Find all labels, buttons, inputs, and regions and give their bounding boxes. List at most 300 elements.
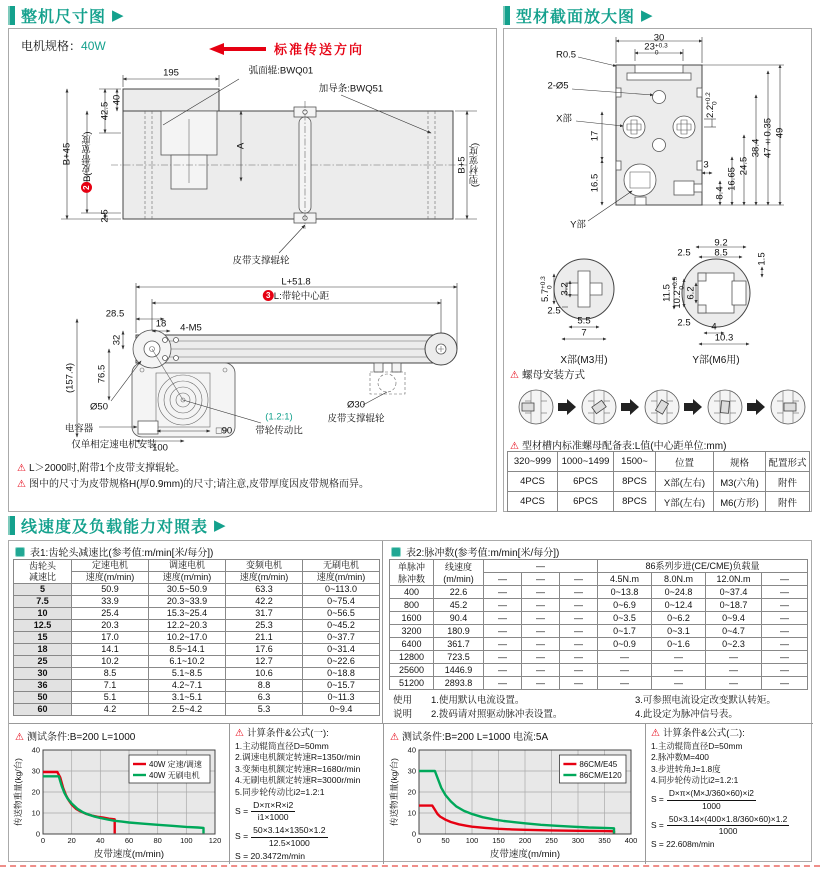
table-cell: — [762,651,808,664]
warning-icon: ⚠ [390,732,399,743]
table-cell: 51200 [390,677,434,690]
dim-label: 5.5 [577,315,591,327]
table-cell: 6.1~10.2 [149,656,226,668]
slot-detail-drawing [506,237,811,351]
table-cell: — [522,586,560,599]
dim-label: Ø30 [347,399,365,411]
svg-text:40: 40 [31,745,40,755]
dim-label: 11.5 [661,284,673,302]
table-header-row [14,560,380,572]
list-item: 5.同步轮传动比i2=1.2:1 [235,786,325,797]
svg-text:20: 20 [67,836,76,845]
dim-label: 30 [653,32,665,44]
transfer-direction [209,39,364,58]
table-cell: 20.3~33.9 [149,596,226,608]
usage-col: 3.可参照电流设定改变默认转矩。 4.此设定为脉冲信号表。 [635,695,776,720]
dim-label: □90 [215,425,233,437]
dim-label: L+51.8 [281,276,311,288]
dim-label: 4-M5 [180,322,202,334]
table-cell: — [522,599,560,612]
table-row [14,620,380,632]
calc-title: ⚠ 计算条件&公式(二): [651,728,745,739]
column-header: 变频电机 [226,560,303,572]
section-arrow-icon: ▶ [112,7,124,24]
table-cell: — [522,664,560,677]
svg-text:0: 0 [35,829,40,839]
table-row [390,677,808,690]
formula-result: S = 20.3472m/min [235,850,305,861]
svg-text:0: 0 [40,836,46,845]
column-header: 86系列步进(CE/CME)负载量 [598,560,808,573]
table-cell: 8PCS [614,472,656,492]
svg-text:20: 20 [407,787,416,797]
table-cell: 21.1 [226,632,303,644]
table-cell: — [652,651,706,664]
section-header-speed [8,514,226,536]
note-line: ⚠ L＞2000时,附带1个皮带支撑辊轮。 [17,463,186,474]
belt-width-label: 2B(皮带宽度) [81,131,93,193]
svg-text:86CM/E120: 86CM/E120 [579,770,622,780]
table-cell: — [522,625,560,638]
column-header: 调速电机 [149,560,226,572]
table-cell: 45.2 [434,599,484,612]
column-header: — [762,573,808,586]
column-header: 速度(m/min) [149,572,226,584]
table-cell: 15.3~25.4 [149,608,226,620]
table-cell: 22.6 [434,586,484,599]
dim-label: 32 [111,334,123,346]
table-cell: 800 [390,599,434,612]
dim-label: 2.5 [547,305,561,317]
dim-label: 3 [703,159,709,171]
formula-row: S = $\frac{D\times\pi\times R\times i2}{i1\times 1000}$ [235,799,294,822]
load-speed-chart-86cm [389,744,641,860]
guide-callout: 加导条:BWQ51 [318,83,384,95]
table-cell: — [560,677,598,690]
table-cell: 12800 [390,651,434,664]
table-cell: 8PCS [614,492,656,512]
dim-label: 3.2 [559,282,571,296]
table-cell: 33.9 [72,596,149,608]
nut-install-svg [506,381,811,433]
table-cell: 0~18.8 [303,668,380,680]
table-cell: 10 [14,608,72,620]
drawing-notes [17,461,369,493]
table1-area [9,541,383,723]
table-cell: — [762,625,808,638]
list-item: 2.脉冲数M=400 [651,752,709,762]
left-arrow-icon [209,43,224,55]
table-cell: M6(方形) [714,492,766,512]
table-row [14,668,380,680]
table-cell: 25600 [390,664,434,677]
table-cell: 6PCS [558,472,614,492]
table-cell: 10.2 [72,656,149,668]
table-cell: 0~56.5 [303,608,380,620]
table-cell: 17.0 [72,632,149,644]
table-cell: — [762,612,808,625]
table-row [390,651,808,664]
table-cell: 0~0.9 [598,638,652,651]
table-cell: — [560,664,598,677]
table-cell: — [560,651,598,664]
dim-label: 76.5 [96,364,108,384]
support-roller-callout: 皮带支撑辊轮 [327,413,385,425]
table-cell: 0~1.6 [652,638,706,651]
dim-label: 28.5 [105,308,125,320]
overall-dimension-panel [8,28,497,512]
table-cell: 8.5~14.1 [149,644,226,656]
section-header-profile [503,4,653,26]
table-row [390,599,808,612]
table-cell: 17.6 [226,644,303,656]
dim-label: 8.5 [714,247,728,259]
table-cell: 0~24.8 [652,586,706,599]
table-row [14,596,380,608]
list-item: 1.主动辊筒直径D=50mm [651,740,743,751]
table1-title: 表1:齿轮头减速比(参考值:m/min[米/每分]) [15,544,213,559]
section-header-overall [8,4,124,26]
side-view-drawing [11,277,495,453]
table-cell: 63.3 [226,584,303,596]
dim-label: A [235,142,247,150]
column-header: 单脉冲 脉冲数 [390,560,434,586]
dim-label: 6.2 [685,286,697,300]
table-cell: 0~12.4 [652,599,706,612]
table-cell: 50.9 [72,584,149,596]
table-cell: — [484,651,522,664]
table-cell: 0~37.4 [706,586,762,599]
table-row [390,625,808,638]
dim-label: 7 [581,327,587,339]
table-cell: 4PCS [508,472,558,492]
svg-text:传送物重量(kg/台): 传送物重量(kg/台) [13,757,23,827]
table-cell: 0~9.4 [303,704,380,716]
table-cell: 25.3 [226,620,303,632]
list-item: 2.调速电机额定转速R=1350r/min [235,752,361,762]
column-header: 齿轮头 减速比 [14,560,72,584]
table-cell: 0~2.3 [706,638,762,651]
dim-label: 10.3 [714,332,734,344]
svg-text:100: 100 [180,836,193,845]
profile-width-label: (型材宽度) [469,142,481,188]
table-row [390,586,808,599]
list-item: 3.步进转角J=1.8度 [651,763,721,774]
table-cell: — [484,625,522,638]
table-row [14,692,380,704]
dim-label: (157.4) [64,362,76,394]
calc-conditions-1 [229,724,383,864]
dim-label: 2-Ø5 [547,80,569,92]
nut-config-table [507,451,810,512]
speed-load-panel [8,540,812,862]
profile-drawing [506,33,811,241]
table-cell: — [560,638,598,651]
table-cell: 0~18.7 [706,599,762,612]
pulley-center-distance: 3 L:带轮中心距 [263,290,329,302]
column-header: 4.5N.m [598,573,652,586]
table-cell: M3(六角) [714,472,766,492]
table-row [14,704,380,716]
table-cell: 30.5~50.9 [149,584,226,596]
table-cell: 3.1~5.1 [149,692,226,704]
dim-label: 8.4 [714,186,726,200]
dim-label: 40 [111,94,123,106]
svg-text:皮带速度(m/min): 皮带速度(m/min) [93,849,165,860]
table-cell: — [560,586,598,599]
table-cell: 30 [14,668,72,680]
table-cell: 5.3 [226,704,303,716]
dim-label: 49 [774,127,786,139]
svg-text:300: 300 [571,836,585,845]
test-conditions-2: ⚠ 测试条件:B=200 L=1000 电流:5A [390,732,549,743]
warning-icon: ⚠ [510,441,519,452]
table-cell: 4.2~7.1 [149,680,226,692]
table-cell: — [560,612,598,625]
table-cell: 5 [14,584,72,596]
section-accent-bar [8,516,15,535]
table-cell: 0~3.1 [652,625,706,638]
calc-conditions-2 [645,724,813,864]
svg-text:传送物重量(kg/台): 传送物重量(kg/台) [389,757,399,827]
svg-text:100: 100 [465,836,479,845]
dim-label: 17 [589,130,601,142]
table-cell: 0~15.7 [303,680,380,692]
table-cell: — [560,599,598,612]
svg-text:20: 20 [31,787,40,797]
table-cell: — [762,664,808,677]
table-cell: 6400 [390,638,434,651]
column-header: 位置 [656,452,714,472]
table-cell: 0~22.6 [303,656,380,668]
table-row [14,584,380,596]
table-cell: 2.5~4.2 [149,704,226,716]
section-title: 型材截面放大图 [516,8,636,26]
table-cell: 5.1 [72,692,149,704]
nut-table-title: ⚠ 型材槽内标准螺母配备表:L值(中心距单位:mm) [510,441,727,452]
table-cell: 1600 [390,612,434,625]
svg-text:50: 50 [441,836,450,845]
x-part-callout: X部 [556,113,572,125]
motor-spec-label: 电机规格： [21,39,82,53]
warning-icon: ⚠ [17,479,26,490]
formula-row: S = $\frac{D\times\pi\times(M\times J/360\times 60)\times i2}{1000}$ [651,788,754,811]
dim-label: 2.5 [99,209,111,223]
warning-icon: ⚠ [651,728,660,739]
dim-label: 18 [155,318,167,330]
dim-label: 9.2 [714,237,728,249]
note-line: ⚠ 图中的尺寸为皮带规格H(厚0.9mm)的尺寸;请注意,皮带厚度因皮带规格而异。 [17,479,369,490]
table-cell: 6.3 [226,692,303,704]
table-cell: 0~37.7 [303,632,380,644]
table-cell: 36 [14,680,72,692]
dim-label: 5.7 +0.3 0 [540,275,554,303]
support-roller-callout: 皮带支撑辊轮 [232,255,290,267]
usage-label: 使用 说明 [393,695,413,720]
table-row [14,680,380,692]
calc-lines [651,741,810,787]
chart2-area [383,724,645,864]
svg-text:200: 200 [518,836,532,845]
svg-text:皮带速度(m/min): 皮带速度(m/min) [489,849,561,860]
capacitor-callout: 电容器 [64,423,94,435]
table-cell: 4.2 [72,704,149,716]
dim-label: 16.5 [589,173,601,193]
table-cell: 10.2~17.0 [149,632,226,644]
svg-text:250: 250 [545,836,558,845]
pulley-ratio-label: 带轮传动比 [255,425,303,437]
table-cell: 361.7 [434,638,484,651]
table-cell: 400 [390,586,434,599]
section-accent-bar [503,6,510,25]
table-cell: 8.8 [226,680,303,692]
usage-notes [393,694,790,722]
gear-ratio-table [13,559,380,716]
svg-text:60: 60 [124,836,134,845]
dim-label: 2.2 +0.2 0 [705,91,719,119]
svg-text:0: 0 [416,836,422,845]
svg-text:30: 30 [31,766,40,776]
pulse-table [389,559,808,690]
svg-text:40: 40 [96,836,105,845]
table-cell: — [762,677,808,690]
table-row [390,612,808,625]
table-cell: — [706,664,762,677]
table-row [390,638,808,651]
table-row [14,608,380,620]
column-header: 配置形式 [766,452,810,472]
section-accent-bar [8,6,15,25]
table-cell: — [484,677,522,690]
arrow-bar [224,47,266,51]
table-cell: 0~9.4 [706,612,762,625]
table-cell: — [652,664,706,677]
table-cell: — [484,612,522,625]
top-view-drawing [11,63,495,275]
marker-3: 3 [263,290,274,301]
dim-label: R0.5 [555,49,577,61]
table-cell: 0~45.2 [303,620,380,632]
table-cell: X部(左右) [656,472,714,492]
column-header: 速度(m/min) [303,572,380,584]
list-item: 3.变频电机额定转速R=1680r/min [235,763,361,774]
dim-label: 38.4 [750,138,762,158]
table-cell: — [484,638,522,651]
dim-label: B+45 [61,142,73,166]
section-arrow-icon: ▶ [214,517,226,534]
motor-spec-value: 40W [81,39,106,53]
formula-row: S = $\frac{50\times 3.14\times(400\times 1.8/360\times 60)\times 1.2}{1000}$ [651,813,788,836]
table-cell: 1446.9 [434,664,484,677]
table-cell: 7.1 [72,680,149,692]
svg-text:350: 350 [598,836,611,845]
section-title: 整机尺寸图 [21,8,107,26]
dim-label: 47±0.35 [762,117,774,159]
warning-icon: ⚠ [235,728,244,739]
column-header: 规格 [714,452,766,472]
table-cell: 60 [14,704,72,716]
table-cell: — [598,677,652,690]
table-cell: 12.5 [14,620,72,632]
table-cell: 15 [14,632,72,644]
table-cell: 0~113.0 [303,584,380,596]
column-header: 速度(m/min) [226,572,303,584]
table-row [508,492,810,512]
warning-icon: ⚠ [15,732,24,743]
svg-text:0: 0 [411,829,416,839]
svg-text:30: 30 [407,766,416,776]
table-cell: 5.1~8.5 [149,668,226,680]
table-cell: — [484,664,522,677]
svg-text:150: 150 [492,836,505,845]
table-header-row [390,560,808,573]
table-cell: — [522,677,560,690]
dim-label: 42.5 [99,101,111,121]
table-cell: 6PCS [558,492,614,512]
table-cell: — [762,599,808,612]
nut-install-steps [506,381,811,433]
roller-callout: 弧面辊:BWQ01 [248,65,314,77]
dim-label: 2.5 [677,247,691,259]
table-cell: 0~31.4 [303,644,380,656]
table-cell: 0~13.8 [598,586,652,599]
table-marker-icon [15,547,25,557]
page-edge-line [0,865,820,867]
x-detail-caption: X部(M3用) [560,355,608,366]
warning-icon: ⚠ [510,370,519,381]
section-arrow-icon: ▶ [641,7,653,24]
column-header: — [484,573,522,586]
table-cell: — [598,651,652,664]
load-speed-chart-40w [13,744,225,860]
table-cell: — [560,625,598,638]
table-cell: 31.7 [226,608,303,620]
table-cell: — [598,664,652,677]
column-header: 无刷电机 [303,560,380,572]
table-row [14,644,380,656]
table-cell: 2893.8 [434,677,484,690]
usage-col: 1.使用默认电流设置。 2.拨码请对照驱动脉冲表设置。 [431,695,563,720]
table-cell: — [522,612,560,625]
table-cell: 8.5 [72,668,149,680]
table-cell: 20.3 [72,620,149,632]
table-cell: — [706,651,762,664]
dim-label: 100 [152,442,168,454]
table-cell: 4PCS [508,492,558,512]
table-cell: — [762,638,808,651]
table-cell: 25 [14,656,72,668]
table-cell: 附件 [766,492,810,512]
table-cell: 0~3.5 [598,612,652,625]
table-row [508,472,810,492]
table-cell: 10.6 [226,668,303,680]
column-header: 8.0N.m [652,573,706,586]
formula-row: S = $\frac{50\times 3.14\times 1350\times 1.2}{12.5\times 1000}$ [235,825,326,848]
svg-text:40W 无刷电机: 40W 无刷电机 [149,770,200,780]
table-cell: — [484,586,522,599]
table-row [14,656,380,668]
table-cell: Y部(左右) [656,492,714,512]
marker-2: 2 [81,182,92,193]
column-header: 1500~ [614,452,656,472]
table-cell: 0~75.4 [303,596,380,608]
profile-section-panel [503,28,812,512]
table-cell: 0~6.2 [652,612,706,625]
list-item: 4.无刷电机额定转速R=3000r/min [235,775,361,785]
dim-label: 1.5 [756,252,768,266]
y-part-callout: Y部 [570,219,586,231]
table-cell: 90.4 [434,612,484,625]
